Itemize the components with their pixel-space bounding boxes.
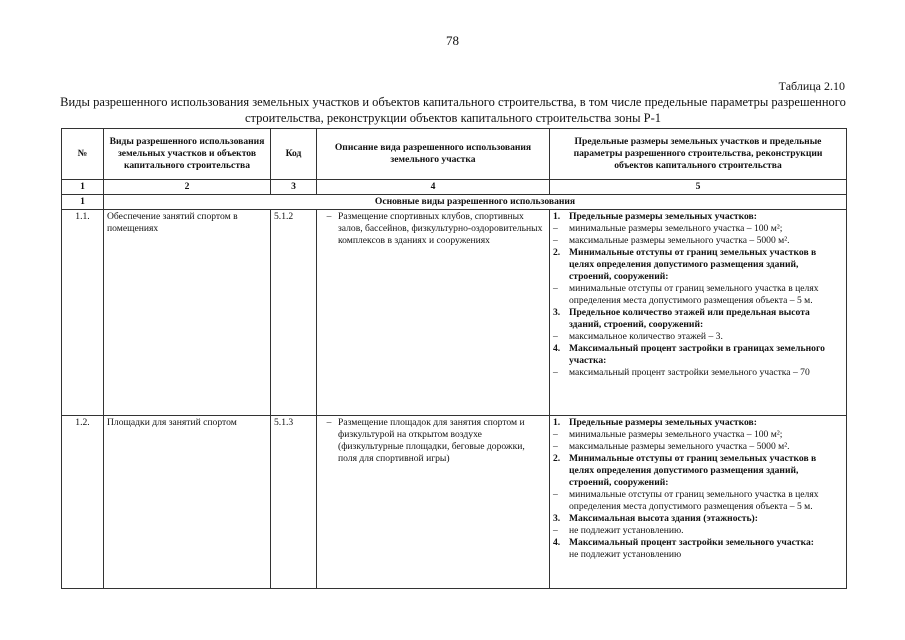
limit-heading-text: Предельные размеры земельных участков: bbox=[569, 211, 757, 222]
limit-number: 4. bbox=[553, 343, 561, 354]
bullet-dash: – bbox=[553, 235, 558, 246]
bullet-dash: – bbox=[553, 367, 558, 378]
limit-heading bbox=[553, 211, 843, 223]
limit-heading-text: Минимальные отступы от границ земельных участков в целях определения допустимого размещения зданий, строений, сооружений: bbox=[569, 453, 817, 488]
limit-heading-text: Максимальный процент застройки земельного участка: bbox=[569, 537, 814, 548]
table-row bbox=[62, 416, 847, 589]
section-row bbox=[62, 195, 847, 210]
header-types: Виды разрешенного использования земельных участков и объектов капитального строительства bbox=[104, 129, 271, 180]
limit-item-text: минимальные отступы от границ земельного участка в целях определения места допустимого размещения объекта – 5 м. bbox=[569, 283, 819, 306]
limit-heading-text: Минимальные отступы от границ земельных участков в целях определения допустимого размещения зданий, строений, сооружений: bbox=[569, 247, 817, 282]
limit-number: 2. bbox=[553, 453, 561, 464]
limit-number: 3. bbox=[553, 307, 561, 318]
bullet-dash: – bbox=[553, 525, 558, 536]
section-num: 1 bbox=[62, 195, 104, 210]
row-code: 5.1.2 bbox=[271, 210, 317, 416]
limit-item bbox=[553, 223, 843, 235]
header-descr: Описание вида разрешенного использования земельного участка bbox=[317, 129, 550, 180]
bullet-dash: – bbox=[553, 489, 558, 500]
row-limits bbox=[550, 416, 847, 589]
limit-heading bbox=[553, 417, 843, 429]
limit-item bbox=[553, 235, 843, 247]
limit-number: 1. bbox=[553, 211, 561, 222]
table-caption: Виды разрешенного использования земельных участков и объектов капитального строительства, в том числе предельные параметры разрешенного строительства, реконструкции объектов капитального строительства зоны Р-1 bbox=[60, 95, 846, 125]
limit-item bbox=[553, 283, 843, 307]
limit-item-text: максимальные размеры земельного участка – 5000 м². bbox=[569, 441, 790, 452]
table-label: Таблица 2.10 bbox=[778, 79, 845, 93]
limit-item bbox=[553, 331, 843, 343]
limit-item bbox=[553, 429, 843, 441]
header-code: Код bbox=[271, 129, 317, 180]
limit-number: 4. bbox=[553, 537, 561, 548]
bullet-dash: – bbox=[553, 429, 558, 440]
bullet-dash: – bbox=[553, 331, 558, 342]
row-descr bbox=[317, 210, 550, 416]
permitted-use-table bbox=[61, 128, 847, 589]
limit-item-text: минимальные размеры земельного участка – 100 м²; bbox=[569, 429, 783, 440]
section-title: Основные виды разрешенного использования bbox=[104, 195, 847, 210]
limit-heading-text: Максимальный процент застройки в границах земельного участка: bbox=[569, 343, 825, 366]
descr-text: Размещение спортивных клубов, спортивных залов, бассейнов, физкультурно-оздоровительных комплексов в зданиях и сооружениях bbox=[338, 211, 543, 246]
limit-heading bbox=[553, 307, 843, 331]
bullet-dash: – bbox=[326, 417, 332, 428]
limit-item bbox=[553, 367, 843, 379]
limit-number: 2. bbox=[553, 247, 561, 258]
limit-item bbox=[553, 489, 843, 513]
index-cell: 5 bbox=[550, 180, 847, 195]
limit-item-text: не подлежит установлению. bbox=[569, 525, 684, 536]
limit-heading bbox=[553, 453, 843, 489]
page-number: 78 bbox=[446, 33, 459, 48]
limit-item-text: максимальные размеры земельного участка – 5000 м². bbox=[569, 235, 790, 246]
row-type: Площадки для занятий спортом bbox=[104, 416, 271, 589]
row-num: 1.2. bbox=[62, 416, 104, 589]
limit-item-text: минимальные отступы от границ земельного участка в целях определения места допустимого размещения объекта – 5 м. bbox=[569, 489, 819, 512]
limit-heading bbox=[553, 247, 843, 283]
descr-text: Размещение площадок для занятия спортом и физкультурой на открытом воздухе (физкультурные площадки, беговые дорожки, поля для спортивной игры) bbox=[338, 417, 525, 464]
bullet-dash: – bbox=[553, 283, 558, 294]
limit-heading bbox=[553, 513, 843, 525]
limit-item-text: не подлежит установлению bbox=[569, 549, 682, 560]
limit-item-text: максимальное количество этажей – 3. bbox=[569, 331, 723, 342]
index-cell: 2 bbox=[104, 180, 271, 195]
index-cell: 4 bbox=[317, 180, 550, 195]
index-row bbox=[62, 180, 847, 195]
index-cell: 1 bbox=[62, 180, 104, 195]
limit-item-text: минимальные размеры земельного участка – 100 м²; bbox=[569, 223, 783, 234]
row-code: 5.1.3 bbox=[271, 416, 317, 589]
row-num: 1.1. bbox=[62, 210, 104, 416]
limit-number: 3. bbox=[553, 513, 561, 524]
limit-number: 1. bbox=[553, 417, 561, 428]
limit-item bbox=[553, 525, 843, 537]
row-descr bbox=[317, 416, 550, 589]
limit-heading-text: Максимальная высота здания (этажность): bbox=[569, 513, 758, 524]
limit-item-text: максимальный процент застройки земельного участка – 70 bbox=[569, 367, 810, 378]
header-limits: Предельные размеры земельных участков и предельные параметры разрешенного строительства, реконструкции объектов капитального строительства bbox=[550, 129, 847, 180]
index-cell: 3 bbox=[271, 180, 317, 195]
row-limits bbox=[550, 210, 847, 416]
limit-heading-text: Предельные размеры земельных участков: bbox=[569, 417, 757, 428]
bullet-dash: – bbox=[553, 441, 558, 452]
header-row bbox=[62, 129, 847, 180]
header-num: № bbox=[62, 129, 104, 180]
limit-heading-text: Предельное количество этажей или предельная высота зданий, строений, сооружений: bbox=[569, 307, 810, 330]
bullet-dash: – bbox=[326, 211, 332, 222]
limit-item bbox=[553, 441, 843, 453]
limit-heading bbox=[553, 537, 843, 549]
bullet-dash: – bbox=[553, 223, 558, 234]
row-type: Обеспечение занятий спортом в помещениях bbox=[104, 210, 271, 416]
table-row bbox=[62, 210, 847, 416]
limit-heading bbox=[553, 343, 843, 367]
